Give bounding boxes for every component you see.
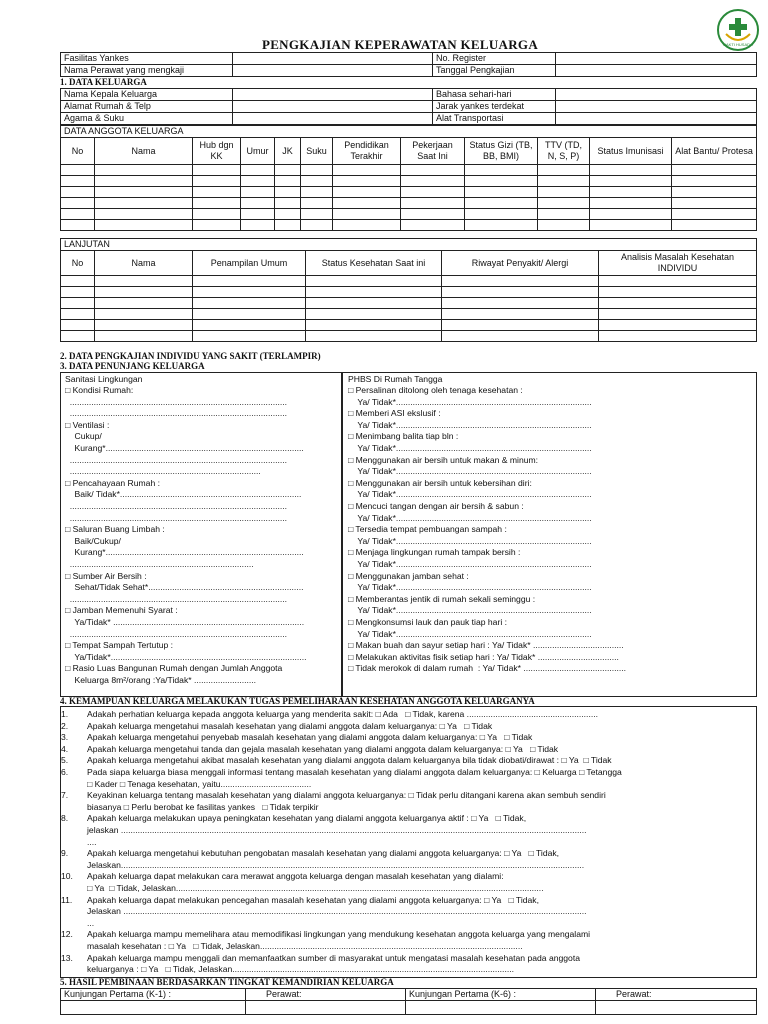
table-cell[interactable] [241, 220, 275, 231]
table-cell[interactable] [401, 165, 465, 176]
form-line: ........................................................................................... [65, 593, 288, 604]
table-cell[interactable] [241, 176, 275, 187]
column-header: Penampilan Umum [193, 251, 306, 276]
form-line: Ya/ Tidak*.................................................................................. [348, 559, 592, 569]
table-cell[interactable] [599, 320, 757, 331]
table-cell[interactable] [590, 209, 672, 220]
question-line: Apakah keluarga mengetahui masalah kesehatan yang dialami anggota dalam keluarganya: □ Ya □ Tidak [87, 720, 493, 731]
table-cell[interactable] [95, 298, 193, 309]
table-cell[interactable] [442, 276, 599, 287]
table-cell[interactable] [599, 331, 757, 342]
anggota-keluarga-table [60, 125, 757, 231]
form-line: ........................................................................................... [65, 454, 288, 465]
label-transportasi: Alat Transportasi [433, 113, 556, 125]
agama-suku-field[interactable] [233, 113, 433, 125]
form-line: Baik/ Tidak*............................................................................ [65, 489, 302, 500]
table-cell[interactable] [333, 187, 401, 198]
table-cell[interactable] [306, 320, 442, 331]
table-cell[interactable] [275, 209, 301, 220]
form-line: □ Melakukan aktivitas fisik setiap hari : Ya/ Tidak* .................................. [348, 651, 619, 662]
table-cell[interactable] [401, 187, 465, 198]
question-line: Apakah keluarga dapat melakukan cara merawat anggota keluarga dengan masalah kesehatan yang dialami: [87, 871, 504, 882]
question-line: Keyakinan keluarga tentang masalah kesehatan yang dialami anggota keluarganya: □ Tidak perlu ditangani karena akan sembuh sendiri [87, 790, 606, 801]
column-header: Nama [95, 138, 193, 165]
table-cell[interactable] [61, 187, 95, 198]
section3-heading: 3. DATA PENUNJANG KELUARGA [60, 361, 205, 371]
perawat-k1-field[interactable] [246, 1001, 406, 1015]
table-cell[interactable] [241, 165, 275, 176]
alamat-field[interactable] [233, 101, 433, 113]
table-cell[interactable] [95, 331, 193, 342]
form-line: Cukup/ [65, 431, 102, 442]
question-line: Pada siapa keluarga biasa menggali informasi tentang masalah kesehatan yang dialami anggota dalam keluarganya: □ Keluarga □ Tetangga [87, 767, 622, 777]
column-header: Pekerjaan Saat Ini [401, 138, 465, 165]
table-row [61, 165, 757, 176]
label-fasilitas: Fasilitas Yankes [61, 53, 233, 65]
column-header: Nama [95, 251, 193, 276]
table-cell[interactable] [401, 176, 465, 187]
table-cell[interactable] [672, 220, 757, 231]
table-cell[interactable] [333, 165, 401, 176]
table-cell[interactable] [538, 165, 590, 176]
table-cell[interactable] [301, 165, 333, 176]
form-line: □ Menjaga lingkungan rumah tampak bersih : [348, 547, 521, 558]
table-cell[interactable] [241, 198, 275, 209]
table-cell[interactable] [61, 320, 95, 331]
question-line: Apakah keluarga dapat melakukan pencegahan masalah kesehatan yang dialami anggota keluarganya: □ Ya □ Tidak, [87, 894, 539, 905]
form-line: Ya/ Tidak*.................................................................................. [348, 443, 592, 453]
form-line: ............................................................................. [65, 559, 254, 569]
item-number: 6. [61, 767, 69, 777]
form-line: □ Memberantas jentik di rumah sekali seminggu : [348, 593, 536, 604]
table-cell[interactable] [401, 209, 465, 220]
table-cell[interactable] [193, 298, 306, 309]
table-cell[interactable] [442, 298, 599, 309]
column-header: Hub dgn KK [193, 138, 241, 165]
no-register-field[interactable] [556, 53, 757, 65]
table-cell[interactable] [193, 220, 241, 231]
table-cell[interactable] [599, 276, 757, 287]
table-cell[interactable] [275, 176, 301, 187]
table-row [61, 209, 757, 220]
column-header: No [61, 251, 95, 276]
form-line: Baik/Cukup/ [65, 535, 121, 546]
form-line: □ Mencuci tangan dengan air bersih & sabun : [348, 501, 524, 511]
table-cell[interactable] [193, 209, 241, 220]
table-row [61, 320, 757, 331]
perawat-k1-label[interactable]: Perawat: [246, 989, 406, 1001]
table-cell[interactable] [599, 298, 757, 309]
table-cell[interactable] [672, 187, 757, 198]
table-cell[interactable] [193, 276, 306, 287]
form-line: □ Sumber Air Bersih : [65, 570, 147, 581]
form-line: □ Menggunakan jamban sehat : [348, 570, 469, 581]
form-line: ........................................................................................... [65, 512, 288, 523]
table-cell[interactable] [590, 198, 672, 209]
table-cell[interactable] [95, 209, 193, 220]
label-kepala-keluarga: Nama Kepala Keluarga [61, 89, 233, 101]
form-line: □ Tersedia tempat pembuangan sampah : [348, 524, 507, 535]
table-cell[interactable] [442, 320, 599, 331]
table-cell[interactable] [672, 209, 757, 220]
form-line: ........................................................................................... [65, 396, 288, 407]
table-cell[interactable] [61, 276, 95, 287]
table-cell[interactable] [442, 309, 599, 320]
table-cell[interactable] [672, 165, 757, 176]
table-cell[interactable] [61, 298, 95, 309]
column-header: Status Gizi (TB, BB, BMI) [465, 138, 538, 165]
kepala-keluarga-field[interactable] [233, 89, 433, 101]
bahasa-field[interactable] [556, 89, 757, 101]
form-line: ........................................................................................... [65, 501, 288, 511]
form-line: Keluarga 8m²/orang :Ya/Tidak* .......................... [65, 675, 257, 685]
item-number: 11. [61, 894, 73, 905]
nama-perawat-field[interactable] [233, 65, 433, 77]
section1-heading: 1. DATA KELUARGA [60, 77, 147, 87]
form-line: Ya/ Tidak*.................................................................................. [348, 535, 592, 546]
form-line: □ Rasio Luas Bangunan Rumah dengan Jumlah Anggota [65, 663, 283, 674]
table-cell[interactable] [465, 220, 538, 231]
question-line: Apakah keluarga mengetahui akibat masalah kesehatan yang dialami anggota dalam keluarganya bila tidak diobati/dirawat : □ Ya □ Tidak [87, 755, 612, 766]
item-number: 8. [61, 813, 69, 824]
kemandirian-table [60, 988, 757, 1015]
column-header: Pendidikan Terakhir [333, 138, 401, 165]
form-line: Ya/ Tidak*.................................................................................. [348, 419, 592, 430]
section2-heading: 2. DATA PENGKAJIAN INDIVIDU YANG SAKIT (TERLAMPIR) [60, 351, 321, 361]
jarak-yankes-field[interactable] [556, 101, 757, 113]
table-cell[interactable] [193, 320, 306, 331]
column-header: Riwayat Penyakit/ Alergi [442, 251, 599, 276]
question-line: masalah kesehatan : □ Ya □ Tidak, Jelaskan.............................................................................................................. [87, 941, 523, 951]
question-line: jelaskan ................................................................................................................................................................................................... [87, 825, 587, 835]
question-line: ... [87, 917, 95, 928]
item-number: 7. [61, 790, 69, 801]
table-row [61, 298, 757, 309]
table-cell[interactable] [672, 198, 757, 209]
table-cell[interactable] [301, 187, 333, 198]
table-cell[interactable] [301, 220, 333, 231]
table-cell[interactable] [301, 209, 333, 220]
form-line: Ya/ Tidak*.................................................................................. [348, 512, 592, 523]
label-no-register: No. Register [433, 53, 556, 65]
table-cell[interactable] [275, 198, 301, 209]
question-line: .... [87, 836, 97, 847]
table-cell[interactable] [95, 165, 193, 176]
item-number: 12. [61, 929, 73, 940]
form-line: □ Persalinan ditolong oleh tenaga kesehatan : [348, 385, 523, 395]
perawat-k6-label[interactable]: Perawat: [596, 989, 757, 1001]
form-line: □ Mengkonsumsi lauk dan pauk tiap hari : [348, 617, 508, 627]
table-cell[interactable] [306, 309, 442, 320]
table-cell[interactable] [95, 176, 193, 187]
table-cell[interactable] [590, 165, 672, 176]
table-cell[interactable] [193, 198, 241, 209]
table-cell[interactable] [61, 220, 95, 231]
column-header: Analisis Masalah Kesehatan INDIVIDU [599, 251, 757, 276]
sanitasi-box [60, 372, 343, 697]
table-row [61, 187, 757, 198]
table-cell[interactable] [193, 309, 306, 320]
form-line: ........................................................................................... [65, 408, 288, 419]
table-cell[interactable] [538, 198, 590, 209]
item-number: 10. [61, 871, 73, 882]
table-cell[interactable] [590, 220, 672, 231]
table-row [61, 276, 757, 287]
item-number: 5. [61, 755, 69, 766]
table-cell[interactable] [306, 276, 442, 287]
lanjutan-label: LANJUTAN [61, 239, 757, 251]
kunjungan-k6-label[interactable]: Kunjungan Pertama (K-6) : [406, 989, 596, 1001]
k6-field[interactable] [406, 1001, 596, 1015]
form-line: □ Jamban Memenuhi Syarat : [65, 605, 178, 616]
table-cell[interactable] [590, 176, 672, 187]
table-cell[interactable] [401, 220, 465, 231]
table-cell[interactable] [241, 187, 275, 198]
sanitasi-title: Sanitasi Lingkungan [65, 374, 143, 384]
item-number: 3. [61, 732, 69, 743]
table-cell[interactable] [333, 176, 401, 187]
table-cell[interactable] [95, 309, 193, 320]
table-cell[interactable] [465, 198, 538, 209]
question-line: □ Kader □ Tenaga kesehatan, yaitu...................................... [87, 778, 312, 789]
question-line: Apakah keluarga mampu memelihara atau memodifikasi lingkungan yang mendukung kesehatan anggota keluarga yang mengalami [87, 929, 591, 940]
form-line: Ya/Tidak* ................................................................................ [65, 617, 305, 627]
table-cell[interactable] [193, 187, 241, 198]
column-header: No [61, 138, 95, 165]
table-cell[interactable] [95, 287, 193, 298]
form-line: Ya/ Tidak*.................................................................................. [348, 396, 592, 407]
label-jarak-yankes: Jarak yankes terdekat [433, 101, 556, 113]
form-line: ........................................................................................... [65, 628, 288, 639]
table-cell[interactable] [193, 165, 241, 176]
question-line: Apakah keluarga mengetahui penyebab masalah kesehatan yang dialami anggota dalam keluarganya: □ Ya □ Tidak [87, 732, 533, 743]
column-header: Umur [241, 138, 275, 165]
question-line: Apakah keluarga mampu menggali dan memanfaatkan sumber di masyarakat untuk mengatasi masalah kesehatan pada anggota [87, 952, 581, 963]
table-cell[interactable] [301, 198, 333, 209]
item-number: 4. [61, 743, 69, 754]
logo-caption: BAKTI HUSADA [723, 42, 753, 47]
form-line: Ya/Tidak*.................................................................................. [65, 651, 307, 662]
section4-heading: 4. KEMAMPUAN KELUARGA MELAKUKAN TUGAS PEMELIHARAAN KESEHATAN ANGGOTA KELUARGANYA [60, 696, 535, 706]
kemampuan-box [60, 706, 757, 978]
perawat-k6-field[interactable] [596, 1001, 757, 1015]
table-cell[interactable] [95, 220, 193, 231]
form-line: □ Saluran Buang Limbah : [65, 524, 165, 535]
column-header: TTV (TD, N, S, P) [538, 138, 590, 165]
column-header: Status Imunisasi [590, 138, 672, 165]
table-cell[interactable] [465, 187, 538, 198]
form-line: □ Tidak merokok di dalam rumah : Ya/ Tidak* ........................................... [348, 663, 627, 674]
table-cell[interactable] [538, 187, 590, 198]
table-row [61, 220, 757, 231]
question-line: biasanya □ Perlu berobat ke fasilitas yankes □ Tidak terpikir [87, 801, 319, 812]
table-cell[interactable] [275, 165, 301, 176]
item-number: 2. [61, 720, 69, 731]
item-number: 1. [61, 709, 69, 719]
table-cell[interactable] [538, 209, 590, 220]
table-cell[interactable] [672, 176, 757, 187]
table-cell[interactable] [275, 187, 301, 198]
label-bahasa: Bahasa sehari-hari [433, 89, 556, 101]
table-cell[interactable] [61, 309, 95, 320]
phbs-title: PHBS Di Rumah Tangga [348, 374, 443, 384]
table-cell[interactable] [306, 298, 442, 309]
table-cell[interactable] [193, 176, 241, 187]
question-line: Jelaskan .................................................................................................................................................................................................. [87, 906, 587, 917]
table-cell[interactable] [61, 176, 95, 187]
table-cell[interactable] [442, 331, 599, 342]
table-cell[interactable] [333, 220, 401, 231]
item-number: 9. [61, 848, 69, 859]
form-line: Kurang*................................................................................... [65, 547, 304, 558]
lanjutan-table [60, 238, 757, 342]
tanggal-field[interactable] [556, 65, 757, 77]
label-alamat: Alamat Rumah & Telp [61, 101, 233, 113]
question-line: Apakah keluarga melakukan upaya peningkatan kesehatan yang dialami anggota keluarganya aktif : □ Ya □ Tidak, [87, 813, 527, 824]
table-cell[interactable] [95, 276, 193, 287]
label-tanggal: Tanggal Pengkajian [433, 65, 556, 77]
table-cell[interactable] [95, 198, 193, 209]
table-cell[interactable] [599, 287, 757, 298]
table-cell[interactable] [333, 209, 401, 220]
table-cell[interactable] [275, 220, 301, 231]
table-cell[interactable] [401, 198, 465, 209]
table-row [61, 309, 757, 320]
form-line: □ Menggunakan air bersih untuk makan & minum: [348, 454, 539, 465]
table-cell[interactable] [193, 331, 306, 342]
table-cell[interactable] [61, 331, 95, 342]
column-header: JK [275, 138, 301, 165]
form-line: □ Tempat Sampah Tertutup : [65, 640, 174, 651]
kunjungan-k1-label[interactable]: Kunjungan Pertama (K-1) : [61, 989, 246, 1001]
table-cell[interactable] [599, 309, 757, 320]
column-header: Alat Bantu/ Protesa [672, 138, 757, 165]
table-cell[interactable] [95, 187, 193, 198]
table-cell[interactable] [538, 176, 590, 187]
page-title: PENGKAJIAN KEPERAWATAN KELUARGA [261, 37, 539, 52]
question-line: Apakah keluarga mengetahui kebutuhan pengobatan masalah kesehatan yang dialami anggota keluarganya: □ Ya □ Tidak, [87, 848, 560, 859]
section5-heading: 5. HASIL PEMBINAAN BERDASARKAN TINGKAT KEMANDIRIAN KELUARGA [60, 977, 394, 987]
data-keluarga-table [60, 88, 757, 125]
form-line: Ya/ Tidak*.................................................................................. [348, 582, 592, 593]
anggota-label: DATA ANGGOTA KELUARGA [61, 126, 757, 138]
question-line: Apakah keluarga mengetahui tanda dan gejala masalah kesehatan yang dialami anggota dalam keluarganya: □ Ya □ Tidak [87, 743, 559, 754]
table-cell[interactable] [301, 176, 333, 187]
table-cell[interactable] [306, 331, 442, 342]
table-cell[interactable] [61, 209, 95, 220]
header-table [60, 52, 757, 77]
form-line: Ya/ Tidak*.................................................................................. [348, 466, 592, 477]
table-cell[interactable] [333, 198, 401, 209]
form-line: Ya/ Tidak*.................................................................................. [348, 628, 592, 639]
column-header: Status Kesehatan Saat ini [306, 251, 442, 276]
column-header: Suku [301, 138, 333, 165]
table-cell[interactable] [306, 287, 442, 298]
form-line: Ya/ Tidak*.................................................................................. [348, 489, 592, 500]
form-line: □ Ventilasi : [65, 419, 110, 430]
table-cell[interactable] [61, 287, 95, 298]
question-line: Jelaskan.................................................................................................................................................................................................. [87, 859, 585, 870]
table-cell[interactable] [465, 176, 538, 187]
question-line: Adakah perhatian keluarga kepada anggota keluarga yang menderita sakit: □ Ada □ Tidak, karena ....................................................... [87, 709, 599, 719]
fasilitas-field[interactable] [233, 53, 433, 65]
table-row [61, 287, 757, 298]
form-line: Kurang*................................................................................... [65, 443, 304, 453]
table-cell[interactable] [465, 165, 538, 176]
form-line: Ya/ Tidak*.................................................................................. [348, 605, 592, 616]
table-row [61, 331, 757, 342]
table-row [61, 198, 757, 209]
table-cell[interactable] [538, 220, 590, 231]
table-row [61, 176, 757, 187]
form-line: ................................................................................ [65, 466, 261, 477]
form-line: □ Kondisi Rumah: [65, 385, 134, 395]
question-line: □ Ya □ Tidak, Jelaskan.......................................................................................................................................................... [87, 883, 544, 893]
transportasi-field[interactable] [556, 113, 757, 125]
table-cell[interactable] [95, 320, 193, 331]
table-cell[interactable] [193, 287, 306, 298]
form-line: Sehat/Tidak Sehat*................................................................. [65, 582, 304, 593]
form-line: □ Menggunakan air bersih untuk kebersihan diri: [348, 477, 532, 488]
table-cell[interactable] [442, 287, 599, 298]
table-cell[interactable] [61, 165, 95, 176]
phbs-box [341, 372, 757, 697]
form-line: □ Menimbang balita tiap bln : [348, 431, 459, 442]
table-cell[interactable] [241, 209, 275, 220]
label-agama-suku: Agama & Suku [61, 113, 233, 125]
table-cell[interactable] [465, 209, 538, 220]
form-line: □ Memberi ASI ekslusif : [348, 408, 441, 419]
form-line: □ Pencahayaan Rumah : [65, 477, 161, 488]
label-nama-perawat: Nama Perawat yang mengkaji [61, 65, 233, 77]
item-number: 13. [61, 952, 73, 963]
form-line: □ Makan buah dan sayur setiap hari : Ya/ Tidak* ...................................... [348, 640, 624, 651]
table-cell[interactable] [61, 198, 95, 209]
table-cell[interactable] [590, 187, 672, 198]
k1-field[interactable] [61, 1001, 246, 1015]
question-line: keluarganya : □ Ya □ Tidak, Jelaskan...................................................................................................................... [87, 964, 514, 975]
